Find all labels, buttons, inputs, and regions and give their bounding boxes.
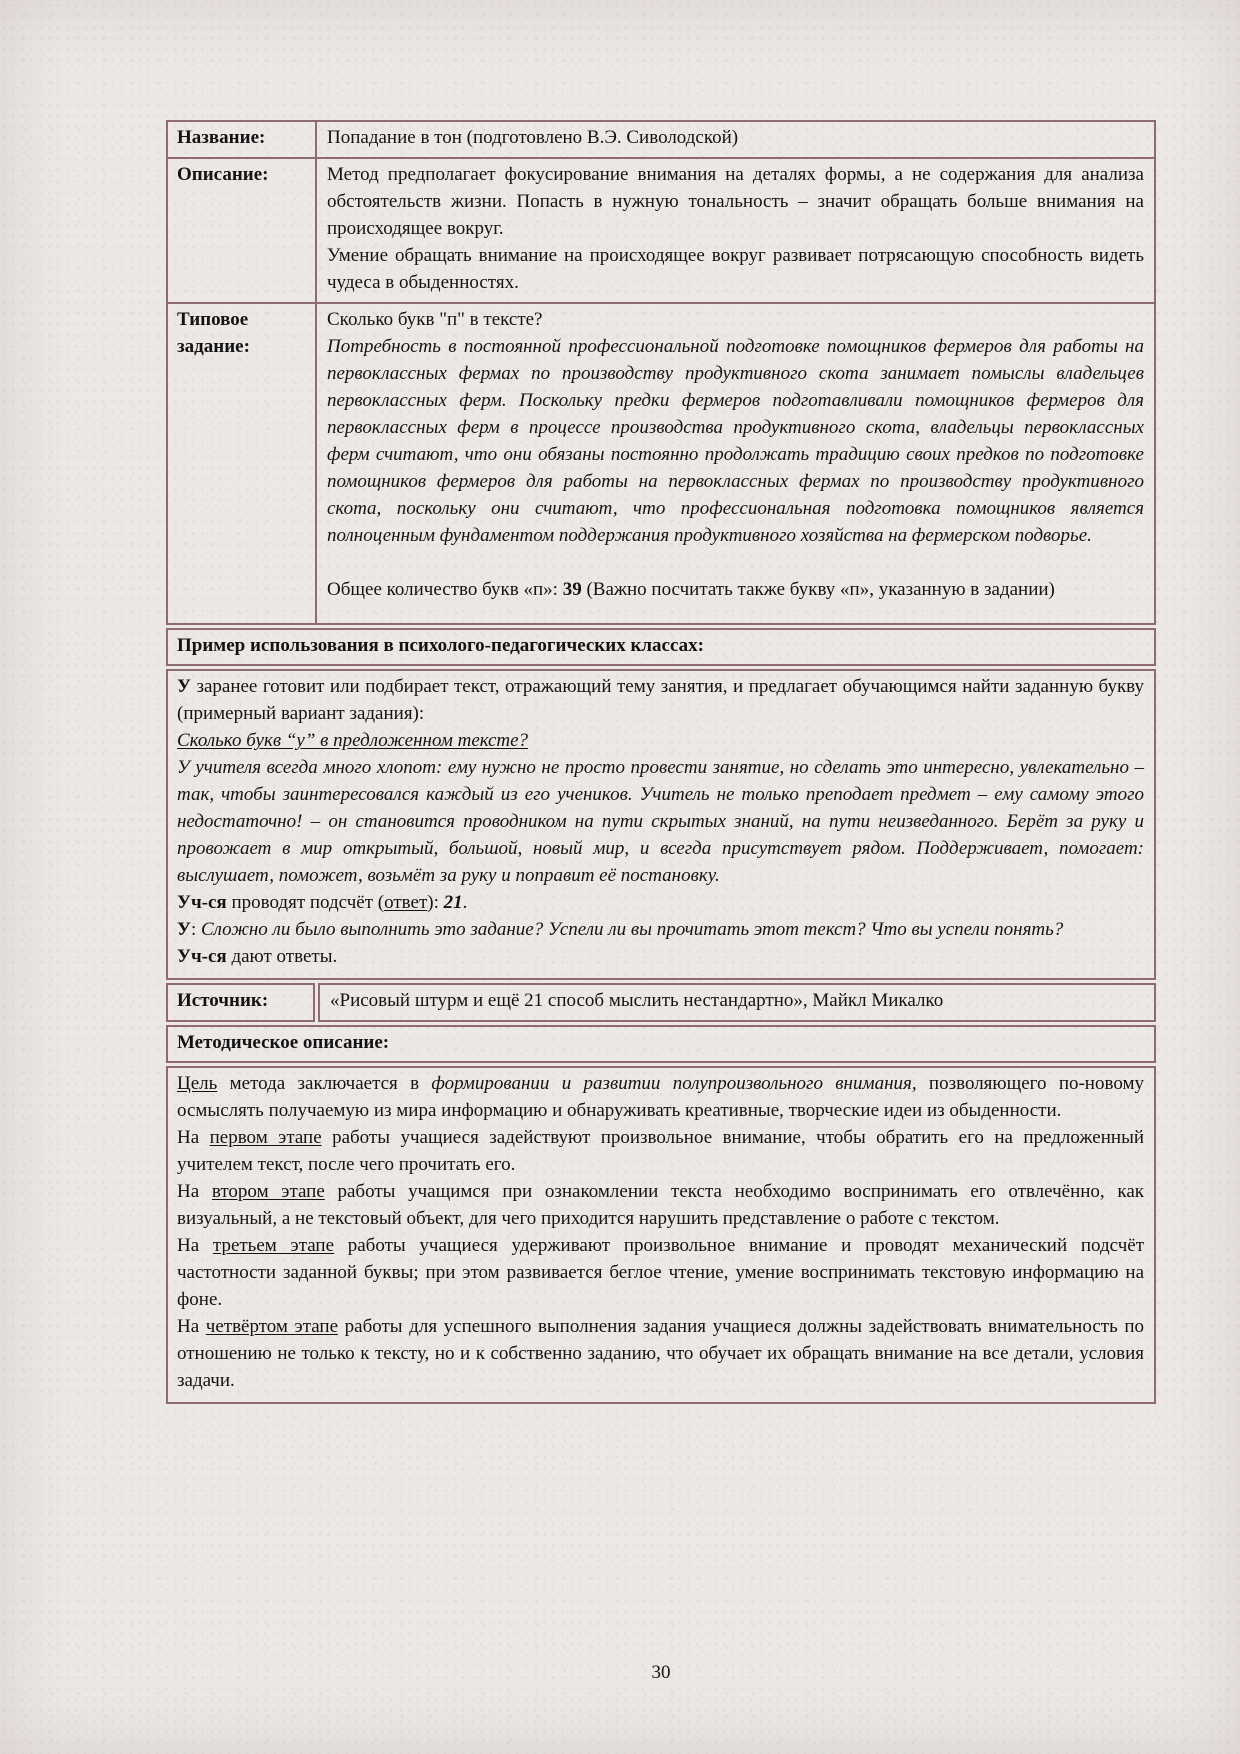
row-task-value [317, 304, 1154, 624]
text-segment: Сложно ли было выполнить это задание? Успели ли вы прочитать этот текст? Что вы успели понять? [200, 919, 1064, 941]
text-segment: работы учащиеся удерживают произвольное внимание и проводят механический подсчёт частотности заданной буквы; при этом развивается беглое чтение, умение воспринимать текстовую информацию на фоне. [177, 1234, 1145, 1310]
row-description-value [317, 159, 1154, 302]
paragraph [177, 917, 1144, 944]
text-segment [327, 552, 332, 573]
text-segment: Общее количество букв «п»: [327, 578, 563, 600]
text-segment: : [190, 919, 201, 941]
paragraph [327, 307, 1144, 334]
paragraph [327, 334, 1144, 550]
method-card [166, 120, 1156, 1404]
row-name [168, 122, 1154, 157]
paragraph [177, 1314, 1144, 1395]
paragraph [177, 1071, 1144, 1125]
text-segment: позволяющего по-новому осмыслять получаемую из мира информацию и обнаруживать креативные, творческие идеи из обыденности. [177, 1073, 1144, 1121]
text-segment: У [177, 919, 191, 941]
row-source-value: «Рисовый штурм и ещё 21 способ мыслить нестандартно», Майкл Микалко [318, 983, 1156, 1022]
text-segment: заранее готовит или подбирает текст, отражающий тему занятия, и предлагает обучающимся найти заданную букву (примерный вариант задания): [177, 676, 1144, 725]
paragraph [177, 1233, 1144, 1314]
text-segment: Уч-ся [177, 946, 227, 968]
text-segment: . [462, 892, 468, 914]
text-segment: Уч-ся [177, 892, 227, 914]
text-segment: ): [427, 892, 444, 914]
text-segment: 39 [562, 578, 582, 600]
paragraph [327, 162, 1144, 243]
text-segment: Потребность в постоянной профессиональной подготовке помощников фермеров для работы на первоклассных фермах по производству продуктивного скота занимает помыслы владельцев первоклассных ферм. Поскольку предки фермеров подготавливали помощников фермеров для первоклассных ферм в процессе производства продуктивного скота, владельцы первоклассных ферм считают, что они обязаны постоянно продолжать традицию своих предков по подготовке помощников фермеров для работы на первоклассных фермах по производству продуктивного скота, поскольку они считают, что профессиональная подготовка помощников является полноценным фундаментом поддержания продуктивного хозяйства на фермерском подворье. [327, 335, 1144, 546]
text-segment: У [177, 676, 191, 698]
text-segment: работы учащиеся задействуют произвольное внимание, чтобы обратить его на предложенный учителем текст, после чего прочитать его. [177, 1126, 1145, 1175]
paragraph [177, 674, 1144, 728]
text-segment: Сколько букв "п" в тексте? [327, 308, 543, 330]
text-segment: 21 [443, 892, 463, 914]
text-segment: На [177, 1234, 213, 1256]
text-segment: На [177, 1126, 210, 1148]
text-segment: Сколько букв “у” в предложенном тексте? [177, 730, 529, 752]
text-segment: работы для успешного выполнения задания учащиеся должны задействовать внимательность по отношению не только к тексту, но и к собственно заданию, что обучает их обращать внимание на все детали, условия задачи. [177, 1315, 1145, 1391]
row-name-label: Название: [168, 122, 317, 157]
text-segment: У учителя всегда много хлопот: ему нужно не просто провести занятие, но сделать это интересно, увлекательно – так, чтобы заинтересовался каждый из его учеников. Учитель не только преподает предмет – ему самому этого недостаточно! – он становится проводником на пути скрытых знаний, на пути неизведанного. Берёт за руку и провожает в мир открытый, большой, новый мир, и всегда присутствует рядом. Поддерживает, помогает: выслушает, поможет, возьмёт за руку и поправит её постановку. [177, 757, 1144, 887]
text-segment: четвёртом этапе [205, 1315, 339, 1337]
row-name-value: Попадание в тон (подготовлено В.Э. Сиволодской) [327, 127, 739, 148]
paragraph [327, 577, 1144, 604]
row-description [168, 157, 1154, 302]
row-source-label: Источник: [166, 983, 315, 1022]
text-segment: На [177, 1180, 212, 1202]
row-source [166, 983, 1156, 1022]
text-segment: ответ [384, 892, 428, 914]
paragraph [327, 550, 1144, 577]
text-segment: (Важно посчитать также букву «п», указанную в задании) [581, 578, 1055, 600]
paragraph [177, 1125, 1144, 1179]
row-task [168, 302, 1154, 624]
info-table [166, 120, 1156, 625]
method-section-body [166, 1066, 1156, 1404]
paragraph [177, 755, 1144, 890]
paragraph [327, 243, 1144, 297]
text-segment: работы учащимся при ознакомлении текста необходимо воспринимать его отвлечённо, как визуальный, а не текстовый объект, для чего приходится нарушить представление о работе с текстом. [177, 1180, 1145, 1229]
method-table-stack [166, 120, 1156, 1404]
text-segment: Умение обращать внимание на происходящее вокруг развивает потрясающую способность видеть чудеса в обыденностях. [327, 244, 1144, 293]
text-segment: первом этапе [209, 1126, 322, 1148]
example-section-header: Пример использования в психолого-педагогических классах: [166, 628, 1156, 666]
text-segment: третьем этапе [212, 1234, 335, 1256]
text-segment: На [177, 1315, 206, 1337]
text-segment: метода заключается в [217, 1073, 432, 1095]
paragraph [177, 944, 1144, 971]
text-segment: втором этапе [211, 1180, 325, 1202]
example-section-body [166, 669, 1156, 980]
paragraph [177, 890, 1144, 917]
text-segment: Цель [177, 1073, 218, 1095]
row-description-label: Описание: [168, 159, 317, 302]
paragraph [177, 1179, 1144, 1233]
text-segment: дают ответы. [226, 946, 338, 968]
text-segment: Метод предполагает фокусирование внимания на деталях формы, а не содержания для анализа обстоятельств жизни. Попасть в нужную тональность – значит обращать больше внимания на происходящее вокруг. [327, 163, 1144, 239]
page-number: 30 [651, 1662, 671, 1683]
text-segment: проводят подсчёт ( [226, 892, 385, 914]
method-section-header: Методическое описание: [166, 1025, 1156, 1063]
text-segment: формировании и развитии полупроизвольного внимания, [431, 1073, 917, 1095]
row-task-label: Типовое задание: [168, 304, 317, 624]
paragraph [177, 728, 1144, 755]
